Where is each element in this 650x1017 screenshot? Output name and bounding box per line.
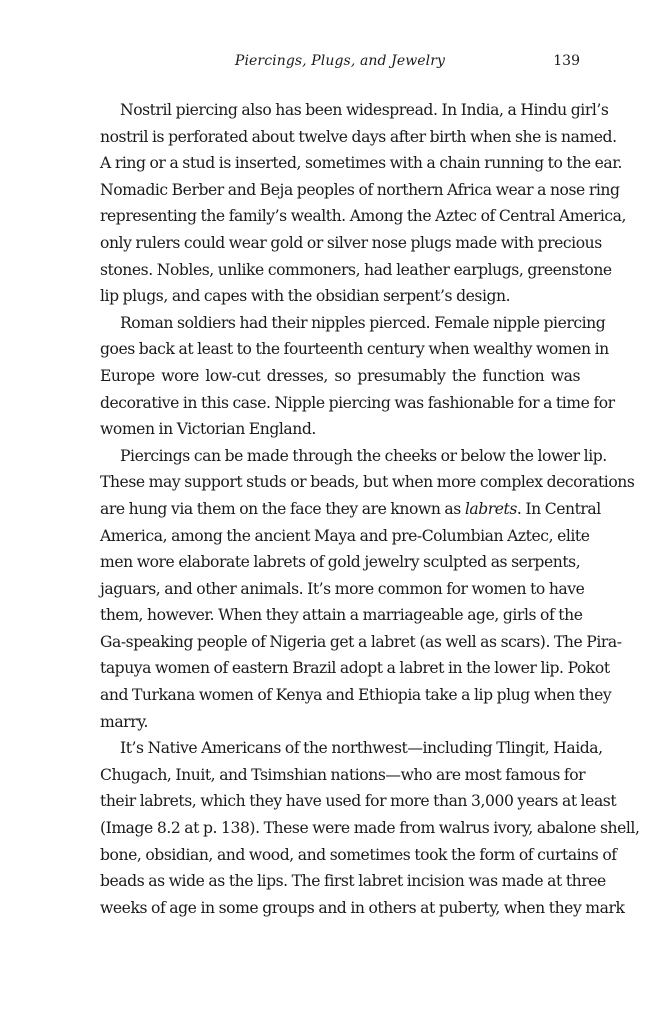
text-line: A ring or a stud is inserted, sometimes with a chain running to the ear. (100, 154, 623, 173)
text-line: nostril is perforated about twelve days after birth when she is named. (100, 127, 617, 146)
running-title: Piercings, Plugs, and Jewelry (234, 53, 446, 69)
text-line: (Image 8.2 at p. 138). These were made from walrus ivory, abalone shell, (100, 819, 640, 838)
text-line: lip plugs, and capes with the obsidian serpent’s design. (100, 287, 511, 306)
text-line: It’s Native Americans of the northwest—including Tlingit, Haida, (120, 739, 603, 758)
text-line: only rulers could wear gold or silver nose plugs made with precious (100, 233, 602, 252)
text-line: them, however. When they attain a marriageable age, girls of the (100, 606, 583, 625)
running-head (100, 50, 580, 72)
paragraph-native-americans (100, 735, 640, 921)
emphasized-term: labrets (464, 499, 517, 518)
text-line: bone, obsidian, and wood, and sometimes took the form of curtains of (100, 845, 617, 864)
text-line: goes back at least to the fourteenth century when wealthy women in (100, 340, 609, 359)
body-text (100, 97, 640, 921)
text-line: tapuya women of eastern Brazil adopt a labret in the lower lip. Pokot (100, 659, 610, 678)
text-line: These may support studs or beads, but when more complex decorations (100, 473, 635, 492)
text-line: Chugach, Inuit, and Tsimshian nations—who are most famous for (100, 765, 586, 784)
text-line: Roman soldiers had their nipples pierced. Female nipple piercing (120, 313, 606, 332)
text-line: decorative in this case. Nipple piercing was fashionable for a time for (100, 393, 615, 412)
text-segment: are hung via them on the face they are known as (100, 499, 465, 518)
text-line: stones. Nobles, unlike commoners, had leather earplugs, greenstone (100, 260, 612, 279)
text-line: women in Victorian England. (100, 420, 316, 439)
text-line: representing the family’s wealth. Among the Aztec of Central America, (100, 207, 627, 226)
text-line: beads as wide as the lips. The first labret incision was made at three (100, 872, 606, 891)
paragraph-nostril-piercing (100, 97, 627, 310)
text-line: Europe wore low-cut dresses, so presumably the function was (100, 366, 580, 385)
text-line: their labrets, which they have used for more than 3,000 years at least (100, 792, 617, 811)
text-line: Ga-speaking people of Nigeria get a labret (as well as scars). The Pira- (100, 632, 622, 651)
text-line: Nomadic Berber and Beja peoples of northern Africa wear a nose ring (100, 180, 620, 199)
text-line: America, among the ancient Maya and pre-Columbian Aztec, elite (100, 526, 590, 545)
text-segment: . In Central (516, 499, 601, 518)
text-line: marry. (100, 712, 148, 731)
text-line: and Turkana women of Kenya and Ethiopia take a lip plug when they (100, 686, 612, 705)
text-line: jaguars, and other animals. It’s more common for women to have (100, 579, 585, 598)
text-line: Nostril piercing also has been widespread. In India, a Hindu girl’s (120, 101, 609, 119)
text-line (100, 496, 601, 523)
text-line: men wore elaborate labrets of gold jewelry sculpted as serpents, (100, 553, 581, 572)
paragraph-labrets (100, 443, 635, 736)
text-line: weeks of age in some groups and in others at puberty, when they mark (100, 898, 625, 917)
page-number: 139 (553, 53, 580, 69)
paragraph-nipple-piercing (100, 310, 615, 443)
text-line: Piercings can be made through the cheeks or below the lower lip. (120, 446, 607, 465)
